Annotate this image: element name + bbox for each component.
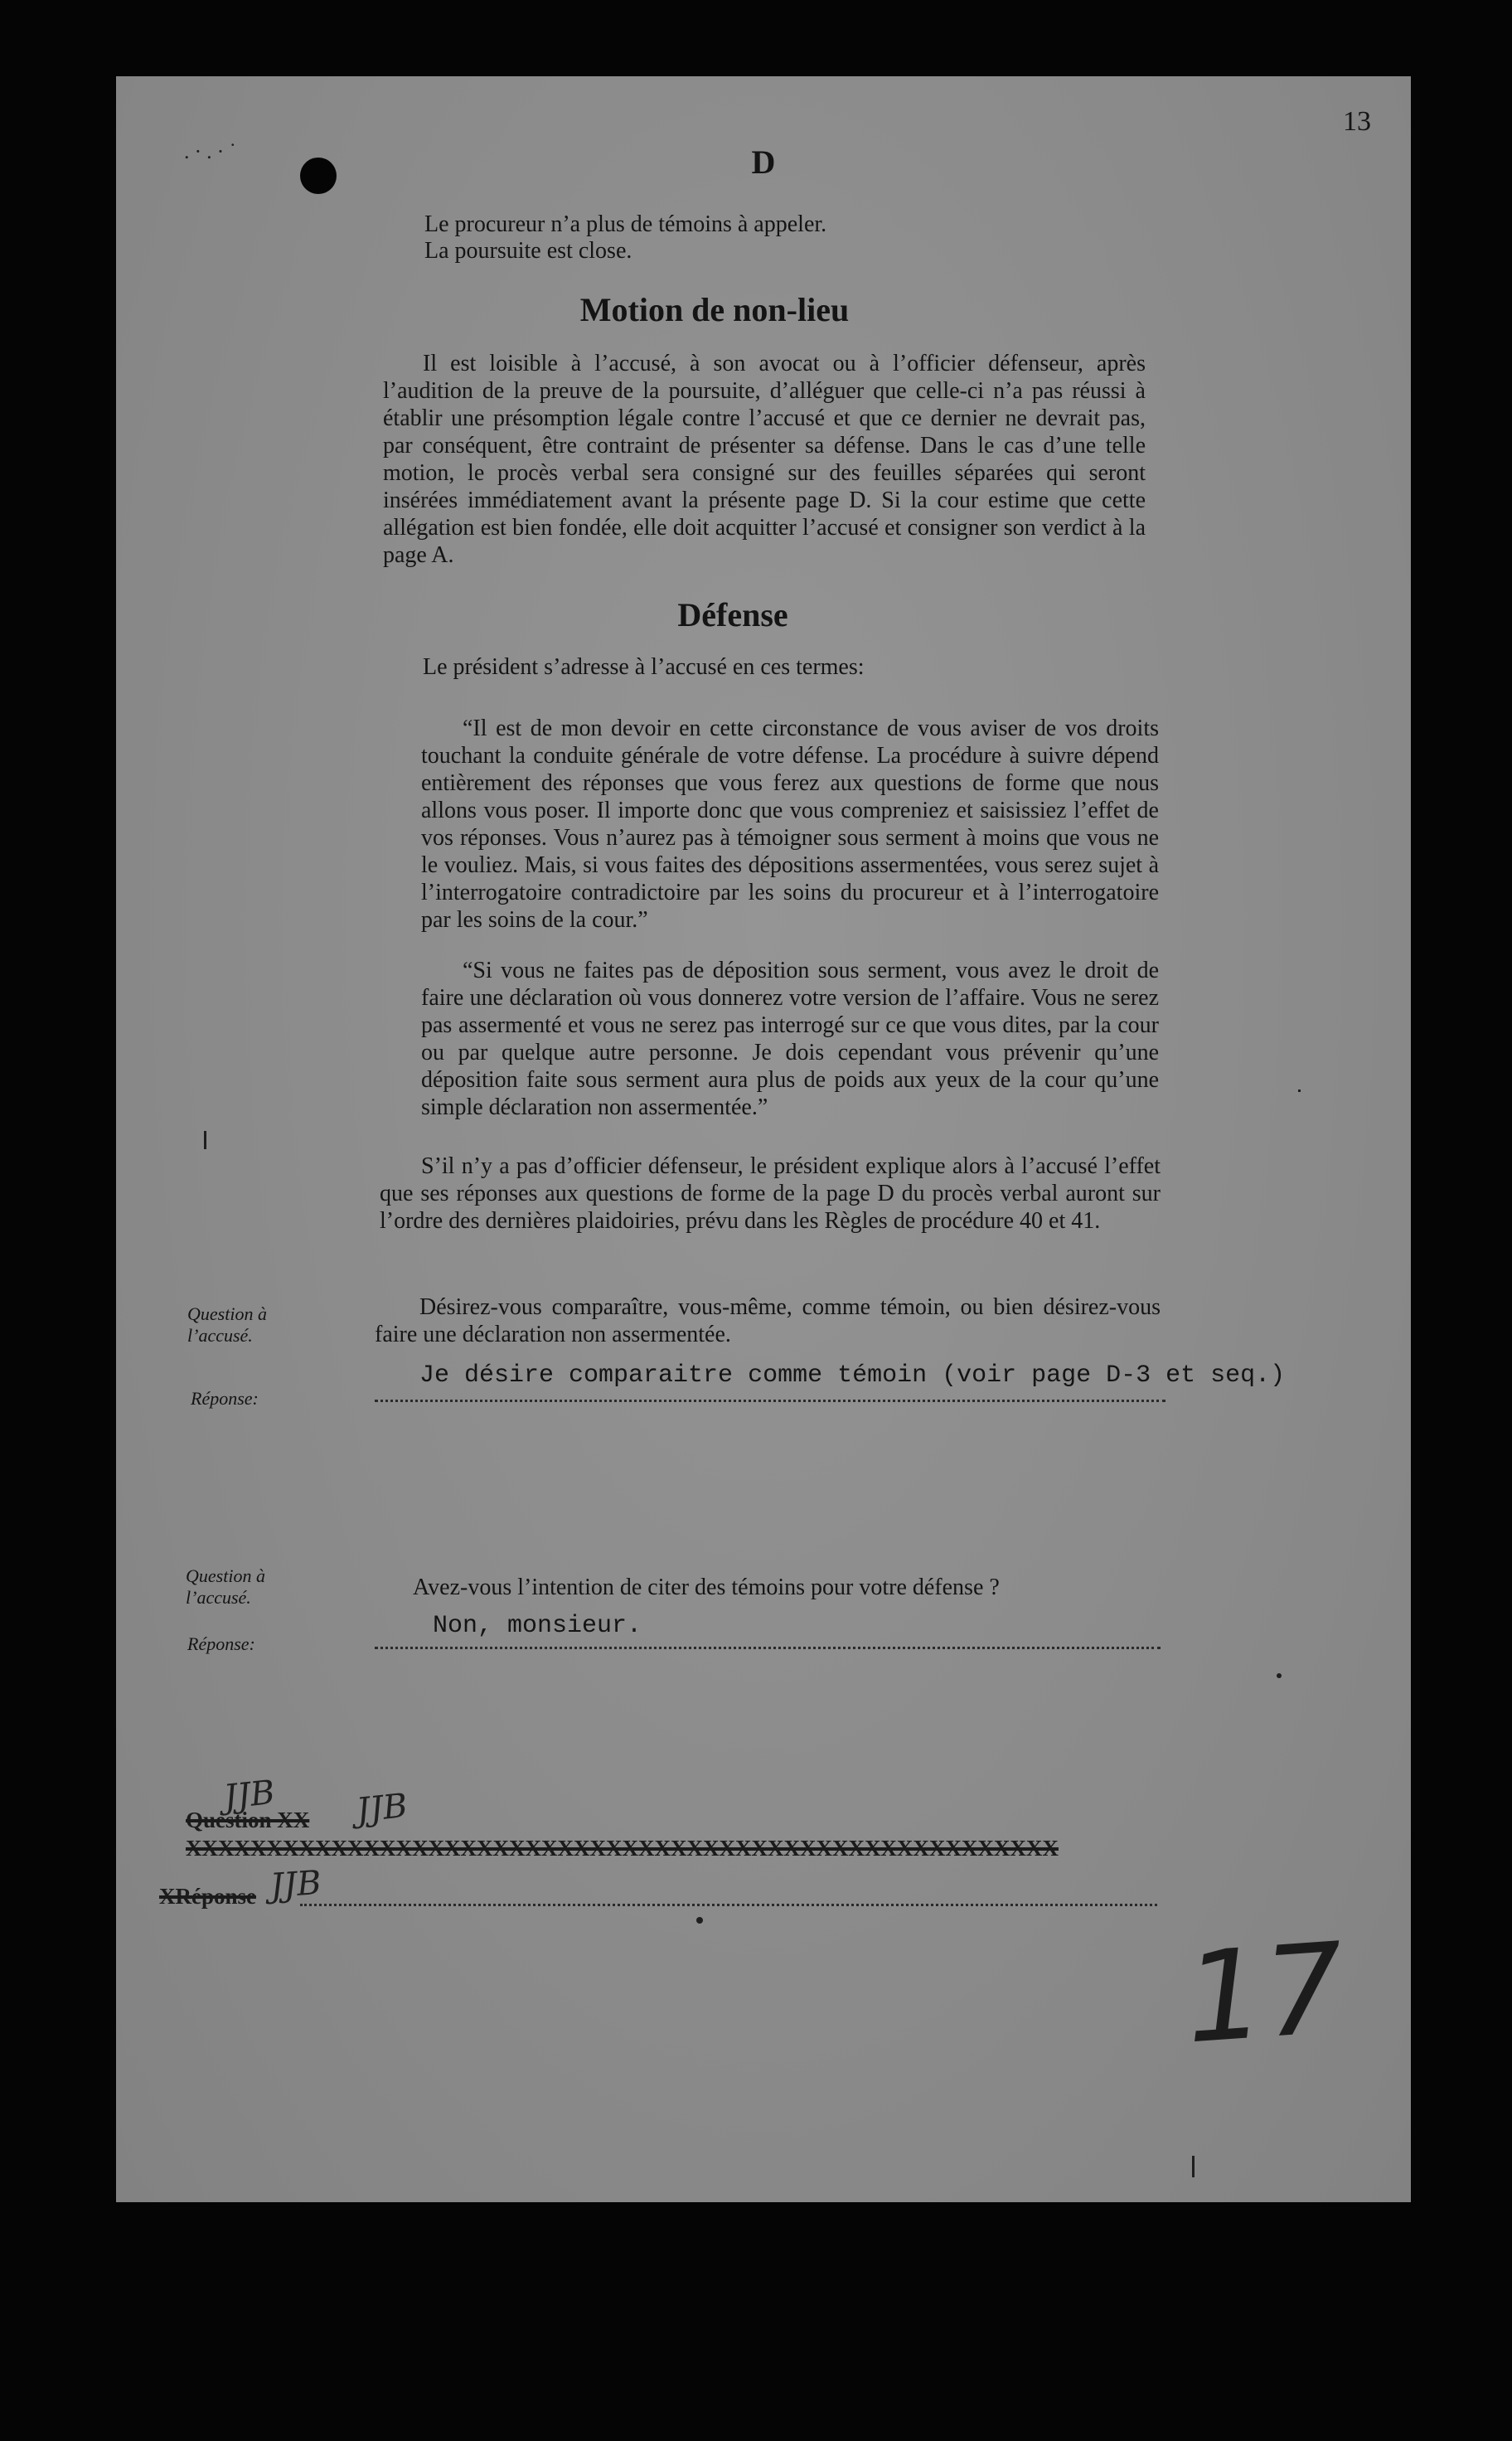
margin-dot-3	[696, 1917, 703, 1924]
q2-answer-label: Réponse:	[187, 1633, 255, 1654]
margin-dot	[1298, 1089, 1301, 1092]
handwritten-initials-3: JJB	[269, 1863, 322, 1906]
q2-question: Avez-vous l’intention de citer des témoins pour votre défense ?	[413, 1575, 1000, 1600]
section-letter: D	[751, 143, 776, 181]
defense-quote-1: “Il est de mon devoir en cette circonstance de vous aviser de vos droits touchant la conduite générale de votre défense. La procédure à suivre dépend entièrement des réponses que vous ferez aux questions de forme que nous allons vous poser. Il importe donc que vous compreniez et saisissiez l’effet de vos réponses. Vous n’aurez pas à témoigner sous serment à moins que vous ne le vouliez. Mais, si vous faites des dépositions assermentées, vous serez sujet à l’interrogatoire contradictoire par les soins du procureur et à l’interrogatoire par les soins de la cour.”	[421, 716, 1159, 933]
q1-label: Question à l’accusé.	[187, 1303, 267, 1346]
defense-quote-2: “Si vous ne faites pas de déposition sous serment, vous avez le droit de faire une déclaration où vous donnerez votre version de l’affaire. Vous ne serez pas assermenté et vous ne serez pas interrogé sur ce que vous dites, par la cour ou par quelque autre personne. Je dois cependant vous prévenir qu’une déposition faite sous serment aura plus de poids aux yeux de la cour qu’une simple déclaration non assermentée.”	[421, 958, 1159, 1120]
intro-line-1: Le procureur n’a plus de témoins à appeler.	[424, 211, 827, 237]
page-number: 13	[1343, 106, 1371, 137]
motion-heading: Motion de non-lieu	[579, 291, 850, 328]
defense-closing: S’il n’y a pas d’officier défenseur, le président explique alors à l’accusé l’effet que ses réponses aux questions de forme de la page D du procès verbal auront sur l’ordre des dernières plaidoiries, prévu dans les Règles de procédure 40 et 41.	[380, 1153, 1161, 1234]
q2-answer-line	[375, 1647, 1161, 1649]
q2-answer: Non, monsieur.	[433, 1612, 642, 1640]
defense-heading: Défense	[677, 596, 788, 633]
margin-mark	[204, 1131, 206, 1149]
handwritten-initials-2: JJB	[354, 1786, 410, 1831]
handwritten-page-count: 17	[1180, 1916, 1349, 2072]
motion-paragraph: Il est loisible à l’accusé, à son avocat ou à l’officier défenseur, après l’audition de la preuve de la poursuite, d’alléguer que celle-ci n’a pas réussi à établir une présomption légale contre l’accusé et que ce dernier ne devrait pas, par conséquent, être contraint de présenter sa défense. Dans le cas d’une telle motion, le procès verbal sera consigné sur des feuilles séparées qui seront insérées immédiatement avant la présente page D. Si la cour estime que cette allégation est bien fondée, elle doit acquitter l’accusé et consigner son verdict à la page A.	[383, 351, 1146, 568]
struck-question-label: Question XX	[186, 1808, 310, 1832]
q1-answer: Je désire comparaitre comme témoin (voir page D-3 et seq.)	[419, 1361, 1286, 1390]
margin-dot-2	[1277, 1673, 1282, 1678]
scan-specks: .·.·˙	[184, 139, 241, 163]
q1-answer-line	[375, 1400, 1166, 1402]
intro-line-2: La poursuite est close.	[424, 238, 632, 264]
defense-intro: Le président s’adresse à l’accusé en ces termes:	[423, 654, 865, 680]
q1-answer-label: Réponse:	[191, 1388, 259, 1409]
document-page	[116, 76, 1411, 2202]
struck-answer-line	[300, 1904, 1157, 1906]
handwritten-initials-1: JJB	[221, 1773, 277, 1817]
bottom-mark	[1192, 2156, 1195, 2177]
q2-label: Question à l’accusé.	[186, 1565, 265, 1608]
struck-question-line: XXXXXXXXXXXXXXXXXXXXXXXXXXXXXXXXXXXXXXXXXXXXXXXXXXXXXX	[186, 1836, 1059, 1861]
struck-answer-label: XRéponse	[159, 1884, 257, 1909]
q1-question: Désirez-vous comparaître, vous-même, comme témoin, ou bien désirez-vous faire une déclaration non assermentée.	[375, 1294, 1161, 1347]
